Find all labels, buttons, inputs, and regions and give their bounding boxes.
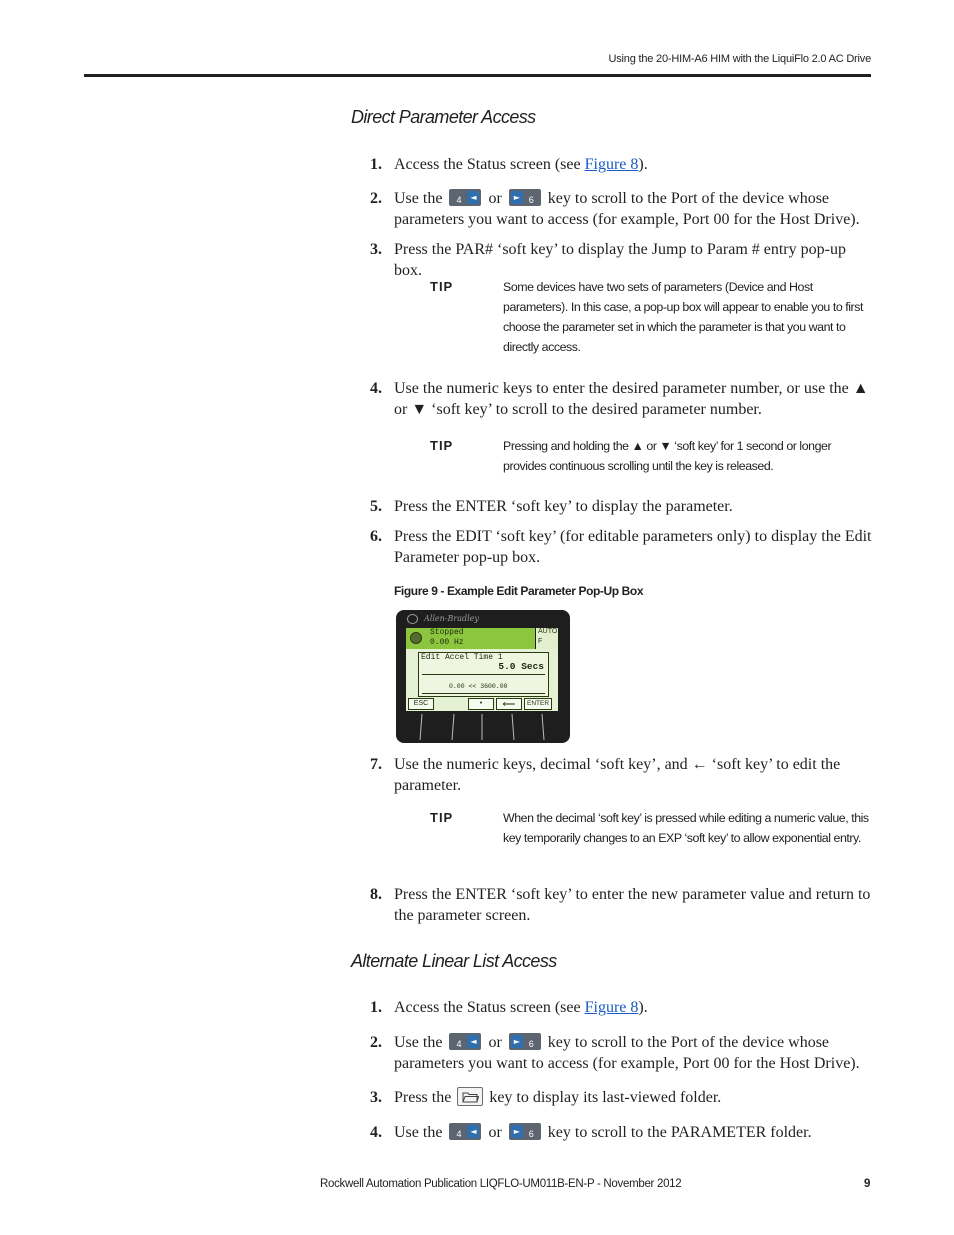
- step-number: 2.: [370, 1034, 382, 1051]
- page-number: 9: [864, 1178, 871, 1190]
- step-text: Use the numeric keys, decimal ‘soft key’, and ← ‘soft key’ to edit the parameter.: [394, 756, 841, 794]
- tip-text: When the decimal ‘soft key’ is pressed while editing a numeric value, this key temporarily changes to an EXP ‘soft key’ to allow exponential entry.: [503, 811, 869, 845]
- popup-divider: [422, 693, 545, 694]
- step-text: Use the: [394, 1124, 443, 1141]
- step-2-alt: 2. Use the 4 ◄ or ► 6 key to scroll to the Port of the device whose parameters you want to access (for example, Port 00 for the Host Drive).: [370, 1034, 860, 1072]
- him-brand: Allen-Bradley: [424, 614, 479, 623]
- step-text: Use the: [394, 190, 443, 207]
- step-text: Press the PAR# ‘soft key’ to display the Jump to Param # entry pop-up box.: [394, 241, 846, 279]
- edit-parameter-popup: [418, 652, 549, 697]
- header-rule: [84, 74, 871, 77]
- ab-badge-icon: [410, 632, 422, 644]
- step-3-alt: [370, 1087, 875, 1108]
- soft-key-decimal: •: [468, 698, 494, 710]
- step-text: key to scroll to the Port of the device whose parameters you want to access (for example, Port 00 for the Host Drive).: [394, 190, 860, 228]
- tip-text: Some devices have two sets of parameters (Device and Host parameters). In this case, a pop-up box will appear to enable you to first choose the parameter set in which the parameter is that you want to directly access.: [503, 280, 863, 354]
- step-text: Access the Status screen (see: [394, 999, 585, 1016]
- figure-9-caption: Figure 9 - Example Edit Parameter Pop-Up Box: [394, 584, 644, 598]
- lcd-mode-box: [536, 628, 558, 649]
- mode-line-2: F: [538, 638, 543, 645]
- status-line-2: 0.00 Hz: [430, 638, 464, 647]
- step-number: 7.: [370, 756, 382, 773]
- soft-key-row: [408, 698, 556, 710]
- step-text: Press the: [394, 1089, 452, 1106]
- step-text: key to display its last-viewed folder.: [489, 1089, 722, 1106]
- soft-key-lines: [396, 712, 570, 743]
- folder-icon: [457, 1087, 483, 1106]
- tip-text: Pressing and holding the ▲ or ▼ ‘soft key’ for 1 second or longer provides continuous scrolling until the key is released.: [503, 439, 832, 473]
- step-number: 6.: [370, 528, 382, 545]
- popup-range: 0.00 << 3600.00: [449, 683, 508, 690]
- popup-divider: [422, 674, 545, 675]
- step-1-alt: [370, 997, 875, 1018]
- step-number: 3.: [370, 241, 382, 258]
- step-number: 4.: [370, 1124, 382, 1141]
- step-text: Press the ENTER ‘soft key’ to display the parameter.: [394, 498, 733, 515]
- step-8: [370, 884, 875, 926]
- step-number: 8.: [370, 886, 382, 903]
- section-heading-direct-parameter-access: Direct Parameter Access: [351, 107, 536, 127]
- popup-title: Edit Accel Time 1: [421, 653, 503, 662]
- left-arrow-4-key-icon: 4 ◄: [449, 189, 481, 206]
- soft-key-enter: ENTER: [524, 698, 552, 710]
- step-text: Use the numeric keys to enter the desired parameter number, or use the ▲ or ▼ ‘soft key’ to scroll to the desired parameter number.: [394, 380, 869, 418]
- step-text: Access the Status screen (see: [394, 156, 585, 173]
- right-arrow-6-key-icon: ► 6: [509, 189, 541, 206]
- step-number: 1.: [370, 156, 382, 173]
- step-2: 2. Use the 4 ◄ or ► 6 key to scroll to the Port of the device whose parameters you want to access (for example, Port 00 for the Host Drive).: [370, 190, 860, 228]
- step-number: 5.: [370, 498, 382, 515]
- tip-label: TIP: [430, 279, 454, 294]
- left-arrow-4-key-icon: 4 ◄: [449, 1033, 481, 1050]
- step-7: [370, 754, 875, 796]
- status-line-1: Stopped: [430, 628, 464, 637]
- footer-publication: Rockwell Automation Publication LIQFLO-UM011B-EN-P - November 2012: [320, 1178, 682, 1190]
- tip-label: TIP: [430, 438, 454, 453]
- step-1: [370, 154, 875, 175]
- popup-value: 5.0 Secs: [498, 661, 544, 672]
- lcd-main-screen: [406, 649, 558, 711]
- soft-key-backspace: ⟵: [496, 698, 522, 710]
- step-number: 2.: [370, 190, 382, 207]
- right-arrow-6-key-icon: ► 6: [509, 1033, 541, 1050]
- mode-line-1: AUTO: [538, 628, 558, 635]
- lcd-status-bar: [406, 628, 535, 649]
- left-arrow-4-key-icon: 4 ◄: [449, 1123, 481, 1140]
- tip-label: TIP: [430, 810, 454, 825]
- step-number: 4.: [370, 380, 382, 397]
- step-number: 3.: [370, 1089, 382, 1106]
- step-text: key to scroll to the PARAMETER folder.: [547, 1124, 812, 1141]
- figure-8-link[interactable]: Figure 8: [584, 999, 639, 1016]
- step-5: [370, 496, 875, 517]
- soft-key-esc: ESC: [408, 698, 434, 710]
- right-arrow-6-key-icon: ► 6: [509, 1123, 541, 1140]
- step-text: Press the ENTER ‘soft key’ to enter the new parameter value and return to the parameter screen.: [394, 886, 871, 924]
- step-text: Press the EDIT ‘soft key’ (for editable parameters only) to display the Edit Parameter pop-up box.: [394, 528, 872, 566]
- running-header: Using the 20-HIM-A6 HIM with the LiquiFlo 2.0 AC Drive: [608, 53, 871, 65]
- step-text: ).: [638, 999, 648, 1016]
- section-heading-alternate-linear-list-access: Alternate Linear List Access: [351, 951, 557, 971]
- allen-bradley-logo-icon: [407, 614, 418, 624]
- him-display-figure: [396, 610, 570, 743]
- step-number: 1.: [370, 999, 382, 1016]
- step-text: Use the: [394, 1034, 443, 1051]
- step-6: [370, 526, 875, 568]
- step-4: [370, 378, 875, 420]
- figure-8-link[interactable]: Figure 8: [584, 156, 639, 173]
- step-4-alt: 4. Use the 4 ◄ or ► 6 key to scroll to the PARAMETER folder.: [370, 1124, 812, 1141]
- step-text: key to scroll to the Port of the device whose parameters you want to access (for example, Port 00 for the Host Drive).: [394, 1034, 860, 1072]
- step-text: ).: [638, 156, 648, 173]
- step-3: [370, 239, 875, 281]
